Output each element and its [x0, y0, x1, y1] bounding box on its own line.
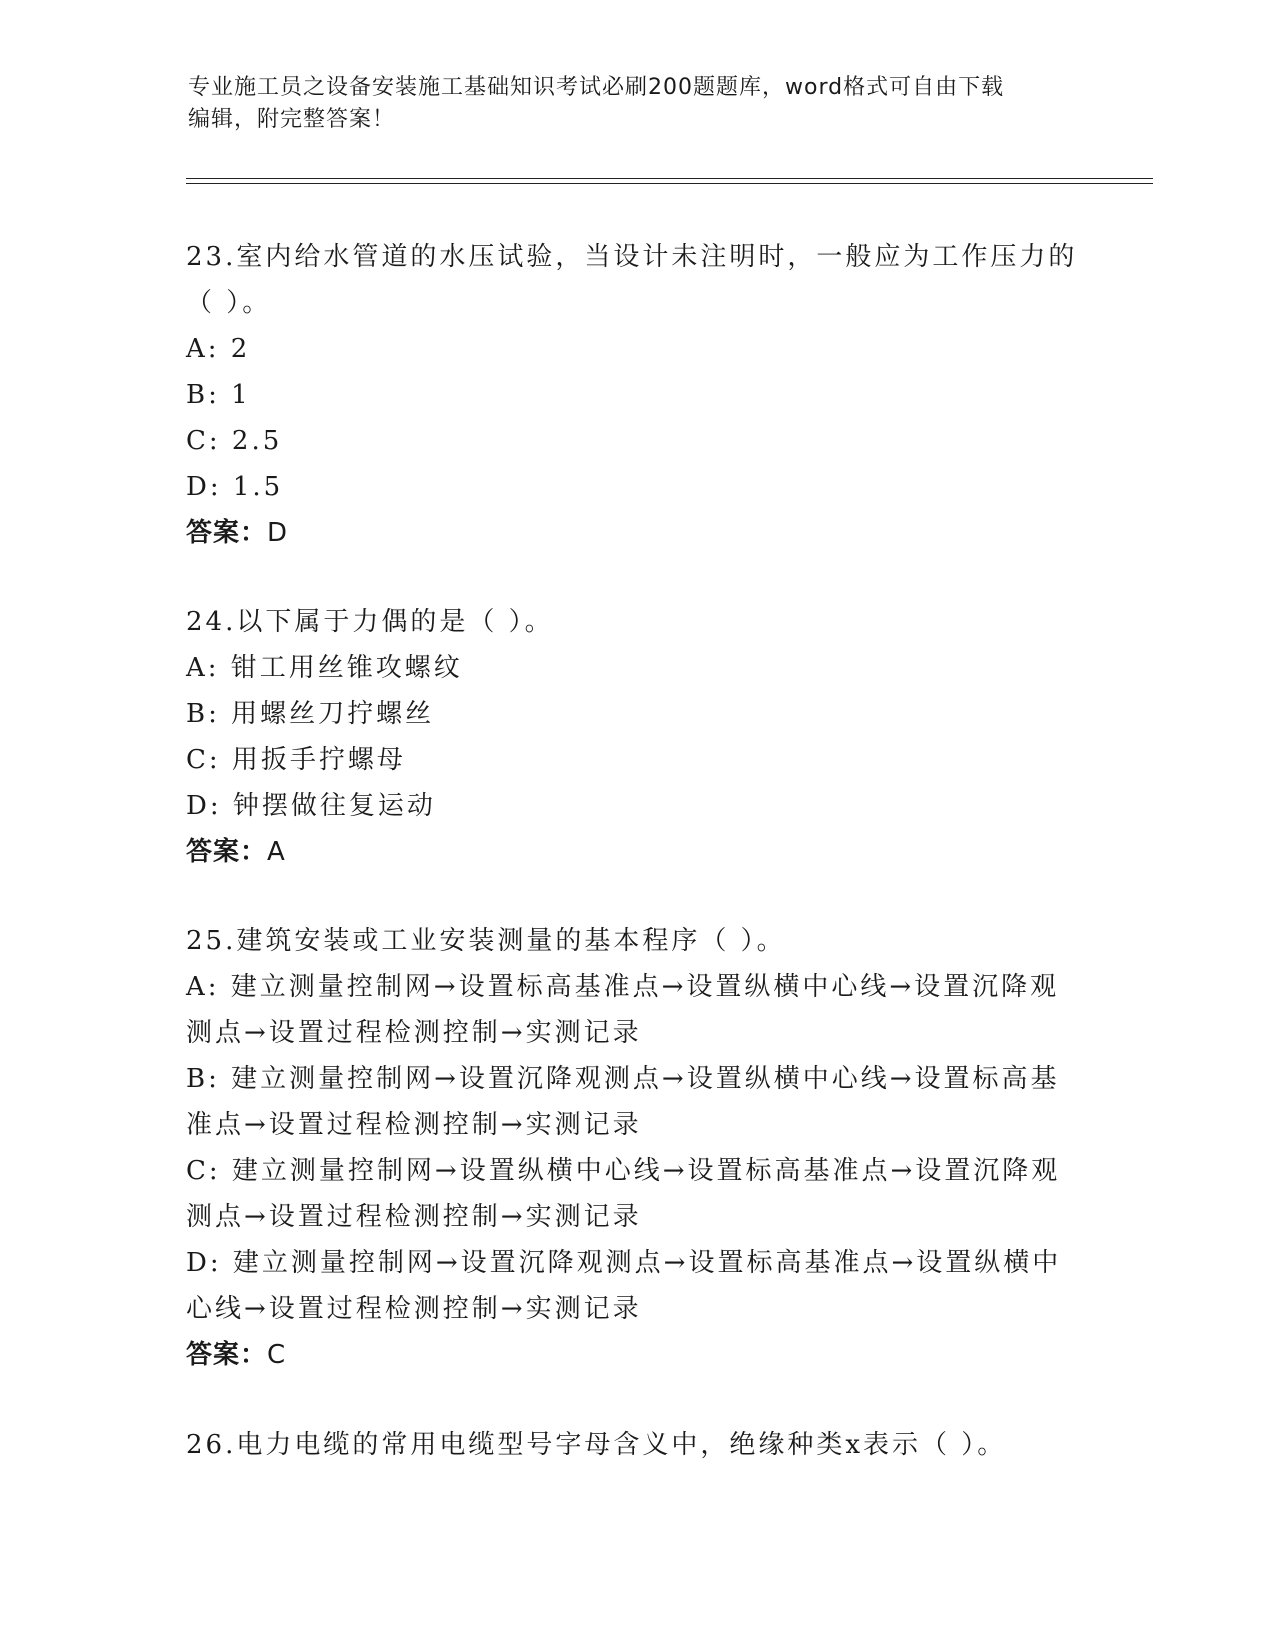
header-divider-top [186, 178, 1153, 179]
question-stem: 26.电力电缆的常用电缆型号字母含义中，绝缘种类x表示（ ）。 [186, 1430, 1007, 1460]
option-b: B: 1 [186, 380, 251, 410]
option-a: A: 2 [186, 334, 251, 364]
option-d: D: 1.5 [186, 472, 284, 502]
option-c: C: 建立测量控制网→设置纵横中心线→设置标高基准点→设置沉降观 [186, 1156, 1061, 1186]
question-26 [186, 1422, 1086, 1468]
answer-label: 答案： [186, 518, 268, 548]
question-25 [186, 918, 1086, 1378]
answer-line [186, 829, 1086, 875]
option-c: C: 用扳手拧螺母 [186, 745, 406, 775]
document-header [188, 72, 1068, 136]
option-d: D: 钟摆做往复运动 [186, 791, 436, 821]
answer-value: D [267, 518, 289, 548]
option-d-continued: 心线→设置过程检测控制→实测记录 [186, 1294, 642, 1324]
answer-label: 答案： [186, 1340, 268, 1370]
option-a-continued: 测点→设置过程检测控制→实测记录 [186, 1018, 642, 1048]
option-c: C: 2.5 [186, 426, 283, 456]
header-line-1: 专业施工员之设备安装施工基础知识考试必刷200题题库，word格式可自由下载 [188, 75, 1005, 100]
option-a: A: 建立测量控制网→设置标高基准点→设置纵横中心线→设置沉降观 [186, 972, 1060, 1002]
answer-line [186, 510, 1086, 556]
option-b: B: 建立测量控制网→设置沉降观测点→设置纵横中心线→设置标高基 [186, 1064, 1060, 1094]
answer-label: 答案： [186, 837, 268, 867]
option-a: A: 钳工用丝锥攻螺纹 [186, 653, 463, 683]
option-b: B: 用螺丝刀拧螺丝 [186, 699, 435, 729]
question-24 [186, 599, 1086, 875]
question-23 [186, 234, 1086, 556]
header-line-2: 编辑，附完整答案！ [188, 107, 396, 132]
answer-value: A [267, 837, 286, 867]
option-d: D: 建立测量控制网→设置沉降观测点→设置标高基准点→设置纵横中 [186, 1248, 1062, 1278]
answer-value: C [267, 1340, 287, 1370]
option-b-continued: 准点→设置过程检测控制→实测记录 [186, 1110, 642, 1140]
answer-line [186, 1332, 1086, 1378]
question-stem: 23.室内给水管道的水压试验，当设计未注明时，一般应为工作压力的 [186, 242, 1078, 272]
question-stem-continued: （ ）。 [186, 288, 272, 318]
header-divider-bottom [186, 183, 1153, 184]
question-stem: 25.建筑安装或工业安装测量的基本程序（ ）。 [186, 926, 786, 956]
question-stem: 24.以下属于力偶的是（ ）。 [186, 607, 554, 637]
option-c-continued: 测点→设置过程检测控制→实测记录 [186, 1202, 642, 1232]
